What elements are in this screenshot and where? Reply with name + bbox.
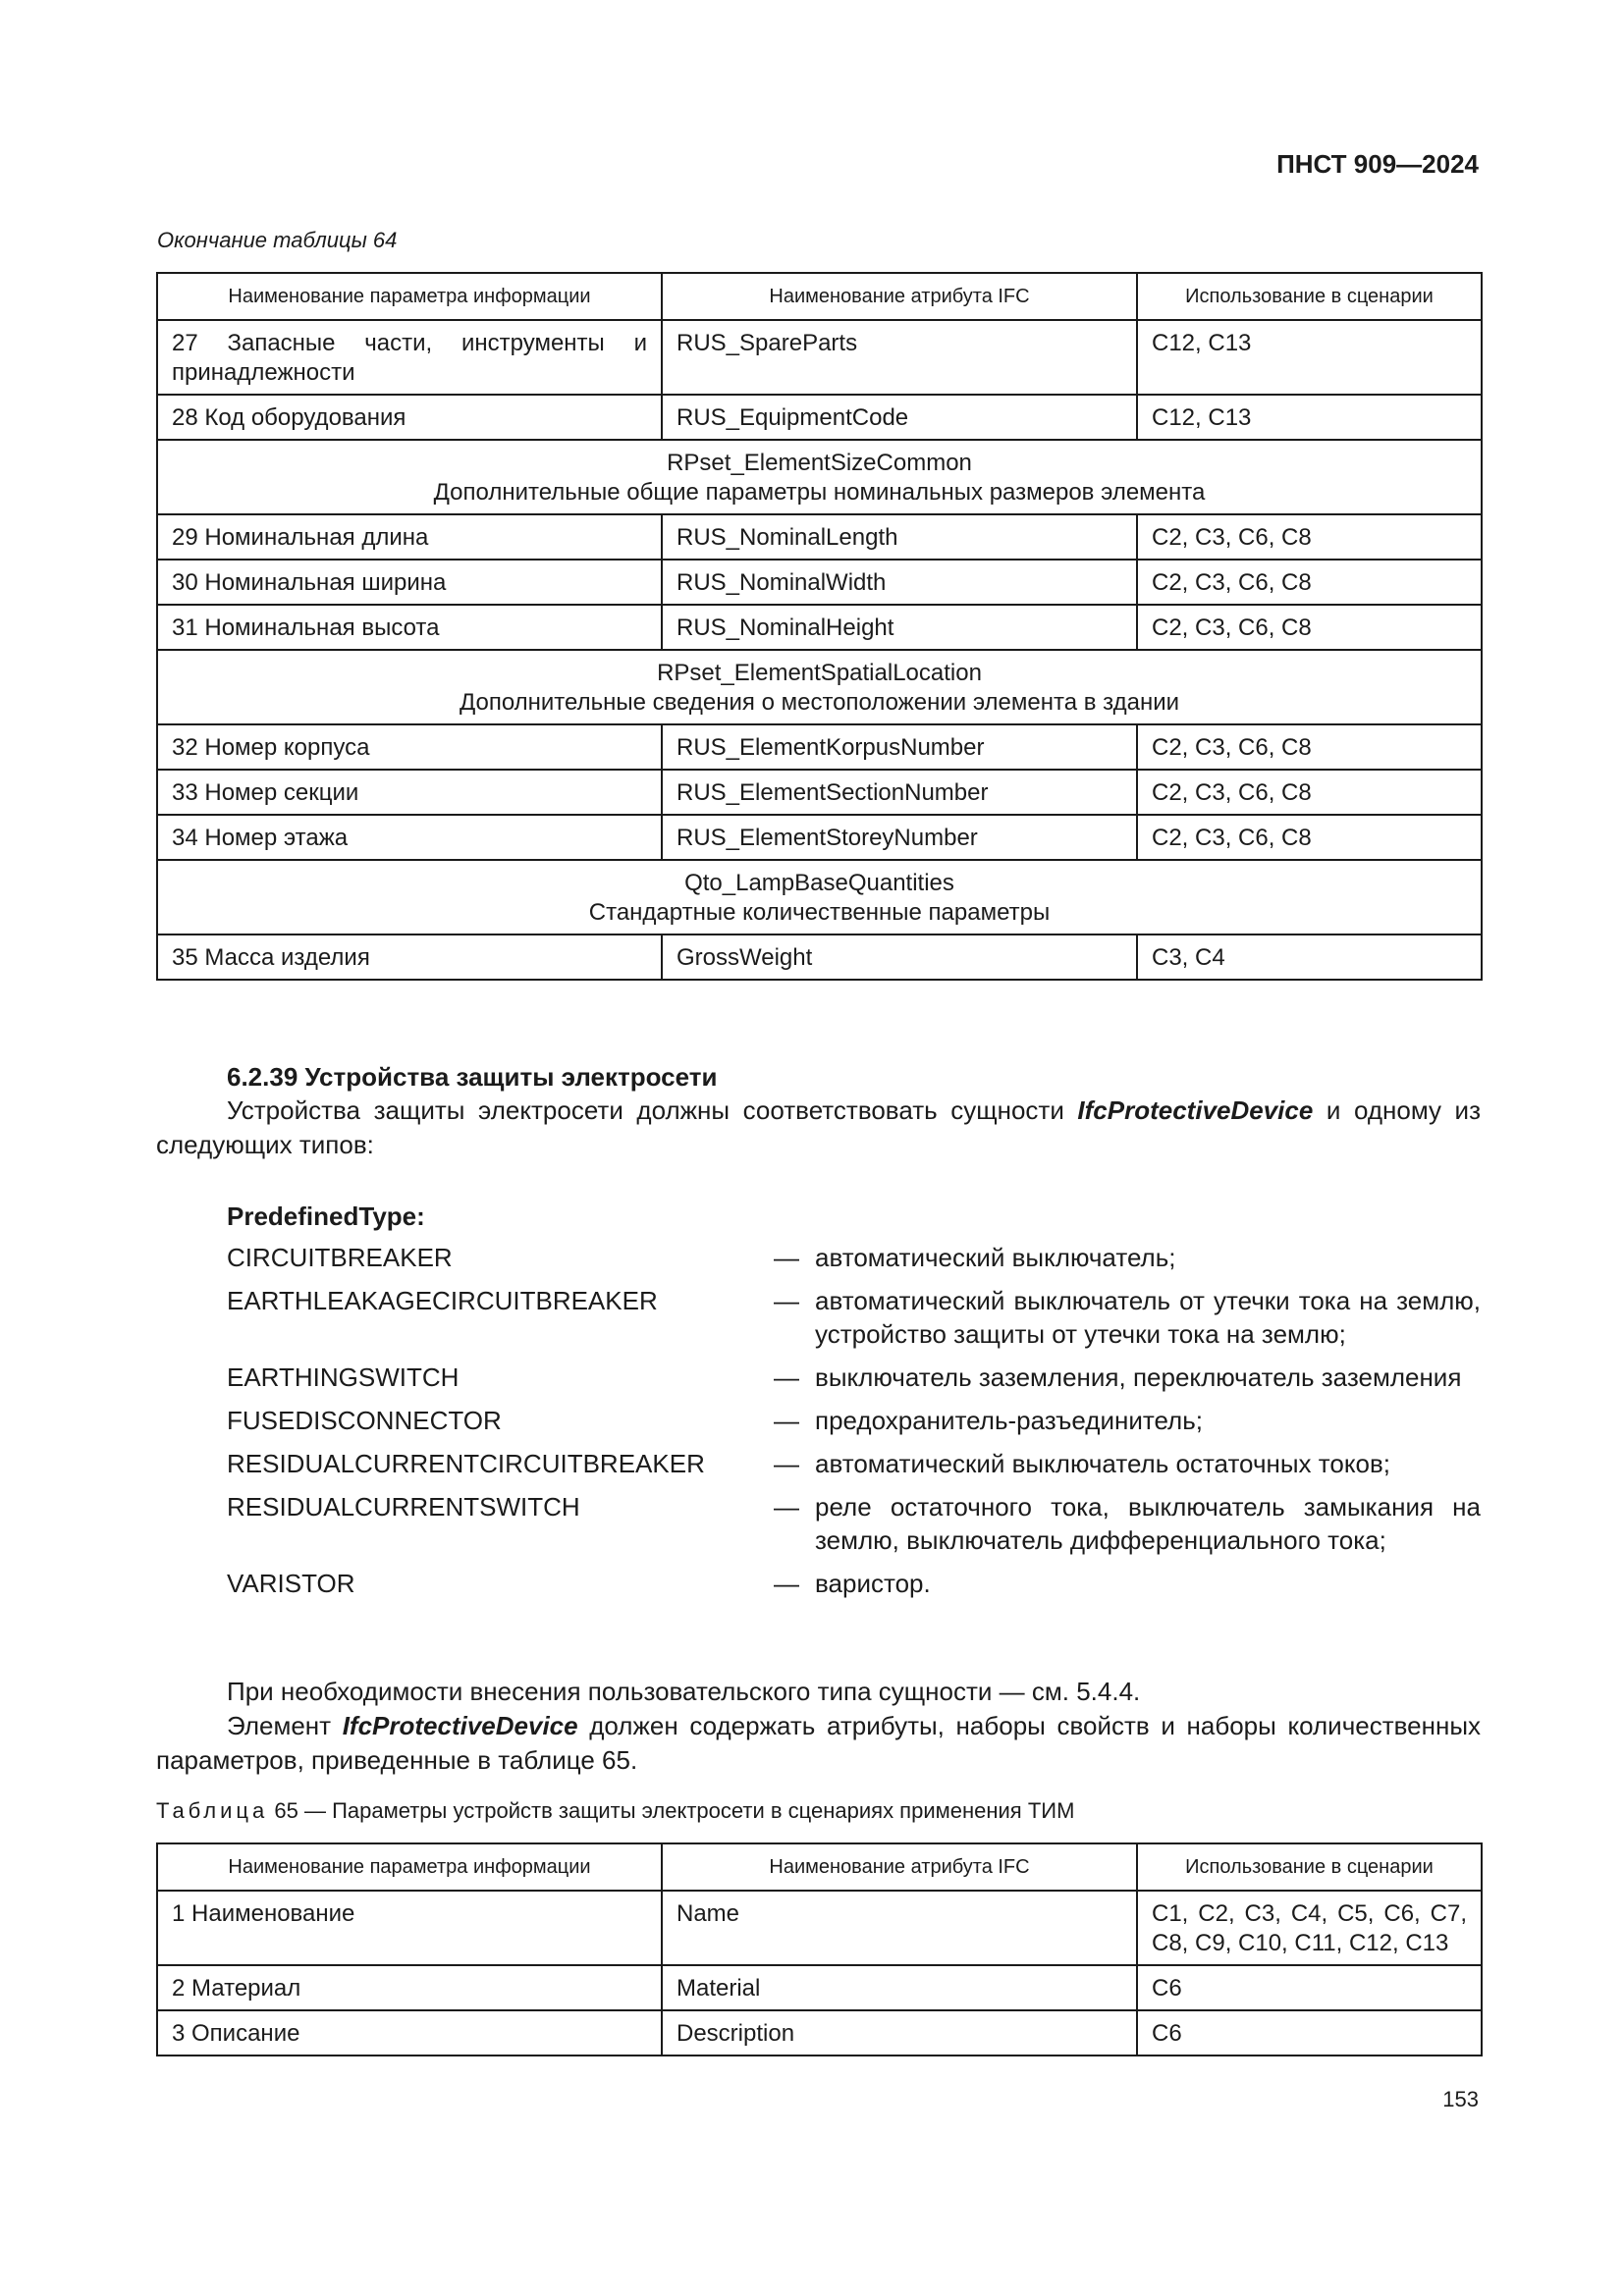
type-name: RESIDUALCURRENTSWITCH: [227, 1492, 580, 1522]
param-cell: 29 Номинальная длина: [157, 514, 662, 560]
usage-cell: C2, C3, C6, C8: [1137, 514, 1482, 560]
type-name: EARTHINGSWITCH: [227, 1362, 460, 1392]
usage-cell: C1, C2, C3, C4, C5, C6, C7, C8, C9, C10, C11, C12, C13: [1137, 1891, 1482, 1965]
usage-cell: C12, C13: [1137, 395, 1482, 440]
table-row: [157, 605, 1482, 650]
usage-cell: C6: [1137, 1965, 1482, 2010]
type-description: выключатель заземления, переключатель заземления: [815, 1362, 1462, 1392]
document-code: ПНСТ 909—2024: [1276, 149, 1479, 179]
attr-cell: RUS_EquipmentCode: [662, 395, 1137, 440]
param-cell: 30 Номинальная ширина: [157, 560, 662, 605]
attr-cell: RUS_NominalLength: [662, 514, 1137, 560]
type-name: VARISTOR: [227, 1569, 355, 1598]
type-description: предохранитель-разъединитель;: [815, 1406, 1204, 1435]
element-paragraph: [156, 1709, 1481, 1778]
param-cell: 33 Номер секции: [157, 770, 662, 815]
type-dash: —: [774, 1492, 799, 1522]
column-header: Наименование атрибута IFC: [662, 1843, 1137, 1891]
attr-cell: Material: [662, 1965, 1137, 2010]
table-row: [157, 2010, 1482, 2056]
type-name: EARTHLEAKAGECIRCUITBREAKER: [227, 1286, 658, 1315]
table-row: [157, 395, 1482, 440]
group-pset-name: Qto_LampBaseQuantities: [684, 870, 954, 896]
group-description: Дополнительные общие параметры номинальных размеров элемента: [433, 479, 1206, 506]
usage-cell: C2, C3, C6, C8: [1137, 770, 1482, 815]
group-row: [157, 440, 1482, 514]
table-row: [157, 320, 1482, 395]
column-header: Наименование параметра информации: [157, 273, 662, 320]
type-description: автоматический выключатель остаточных токов;: [815, 1449, 1391, 1478]
param-cell: 32 Номер корпуса: [157, 724, 662, 770]
list-item: [227, 1241, 1481, 1274]
element-text-start: Элемент: [227, 1711, 343, 1740]
table-row: [157, 934, 1482, 980]
attr-cell: RUS_NominalWidth: [662, 560, 1137, 605]
param-cell: 35 Масса изделия: [157, 934, 662, 980]
type-name: CIRCUITBREAKER: [227, 1243, 453, 1272]
usage-cell: C2, C3, C6, C8: [1137, 605, 1482, 650]
type-dash: —: [774, 1362, 799, 1392]
group-cell: [157, 440, 1482, 514]
table-row: [157, 560, 1482, 605]
column-header: Наименование атрибута IFC: [662, 273, 1137, 320]
table-65: [156, 1842, 1483, 2056]
intro-text-start: Устройства защиты электросети должны соответствовать сущности: [227, 1095, 1078, 1125]
param-cell: 3 Описание: [157, 2010, 662, 2056]
table-header-row: [157, 1843, 1482, 1891]
custom-type-note: При необходимости внесения пользовательского типа сущности — см. 5.4.4.: [227, 1677, 1141, 1706]
attr-cell: RUS_SpareParts: [662, 320, 1137, 395]
attr-cell: Description: [662, 2010, 1137, 2056]
intro-text-end: и одному из следующих типов:: [156, 1095, 1481, 1159]
list-item: [227, 1447, 1481, 1480]
param-cell: 1 Наименование: [157, 1891, 662, 1965]
table-row: [157, 1891, 1482, 1965]
type-dash: —: [774, 1243, 799, 1272]
attr-cell: GrossWeight: [662, 934, 1137, 980]
list-item: [227, 1490, 1481, 1557]
usage-cell: C2, C3, C6, C8: [1137, 560, 1482, 605]
entity-name: IfcProtectiveDevice: [342, 1711, 578, 1740]
section-heading: 6.2.39 Устройства защиты электросети: [227, 1062, 718, 1092]
table-row: [157, 514, 1482, 560]
type-name: RESIDUALCURRENTCIRCUITBREAKER: [227, 1449, 705, 1478]
column-header: Использование в сценарии: [1137, 1843, 1482, 1891]
param-cell: 34 Номер этажа: [157, 815, 662, 860]
param-cell: 31 Номинальная высота: [157, 605, 662, 650]
list-item: [227, 1361, 1481, 1394]
group-row: [157, 650, 1482, 724]
list-item: [227, 1404, 1481, 1437]
table-65-caption: [156, 1798, 1074, 1824]
table-word: Таблица: [156, 1798, 269, 1823]
list-item: [227, 1284, 1481, 1351]
type-name: FUSEDISCONNECTOR: [227, 1406, 502, 1435]
type-description: варистор.: [815, 1569, 931, 1598]
attr-cell: RUS_NominalHeight: [662, 605, 1137, 650]
table-row: [157, 724, 1482, 770]
table-row: [157, 815, 1482, 860]
param-cell: 2 Материал: [157, 1965, 662, 2010]
intro-paragraph: [156, 1094, 1481, 1162]
table-64-caption: Окончание таблицы 64: [157, 228, 398, 252]
list-item: [227, 1567, 1481, 1600]
param-cell: 28 Код оборудования: [157, 395, 662, 440]
group-cell: [157, 860, 1482, 934]
element-text-end: должен содержать атрибуты, наборы свойств и наборы количественных параметров, приведенные в таблице 65.: [156, 1711, 1482, 1775]
group-description: Дополнительные сведения о местоположении элемента в здании: [459, 689, 1180, 716]
predefined-type-label: PredefinedType:: [227, 1201, 425, 1231]
column-header: Использование в сценарии: [1137, 273, 1482, 320]
usage-cell: C2, C3, C6, C8: [1137, 724, 1482, 770]
usage-cell: C2, C3, C6, C8: [1137, 815, 1482, 860]
group-cell: [157, 650, 1482, 724]
type-dash: —: [774, 1449, 799, 1478]
group-pset-name: RPset_ElementSpatialLocation: [657, 660, 982, 686]
group-row: [157, 860, 1482, 934]
type-dash: —: [774, 1406, 799, 1435]
group-description: Стандартные количественные параметры: [588, 899, 1051, 926]
type-dash: —: [774, 1286, 799, 1315]
column-header: Наименование параметра информации: [157, 1843, 662, 1891]
table-row: [157, 770, 1482, 815]
attr-cell: RUS_ElementKorpusNumber: [662, 724, 1137, 770]
type-description: автоматический выключатель от утечки тока на землю, устройство защиты от утечки тока на землю;: [815, 1286, 1481, 1349]
page-number: 153: [1442, 2087, 1479, 2111]
attr-cell: Name: [662, 1891, 1137, 1965]
predefined-type-list: [227, 1241, 1481, 1610]
table-header-row: [157, 273, 1482, 320]
type-description: реле остаточного тока, выключатель замыкания на землю, выключатель дифференциального тока;: [815, 1492, 1481, 1555]
group-pset-name: RPset_ElementSizeCommon: [667, 450, 972, 476]
entity-name: IfcProtectiveDevice: [1077, 1095, 1314, 1125]
param-cell: 27 Запасные части, инструменты и принадлежности: [157, 320, 662, 395]
table-row: [157, 1965, 1482, 2010]
table-64: [156, 272, 1483, 981]
usage-cell: C6: [1137, 2010, 1482, 2056]
usage-cell: C3, C4: [1137, 934, 1482, 980]
type-dash: —: [774, 1569, 799, 1598]
attr-cell: RUS_ElementSectionNumber: [662, 770, 1137, 815]
type-description: автоматический выключатель;: [815, 1243, 1176, 1272]
attr-cell: RUS_ElementStoreyNumber: [662, 815, 1137, 860]
usage-cell: C12, C13: [1137, 320, 1482, 395]
table-title: 65 — Параметры устройств защиты электросети в сценариях применения ТИМ: [268, 1798, 1075, 1823]
